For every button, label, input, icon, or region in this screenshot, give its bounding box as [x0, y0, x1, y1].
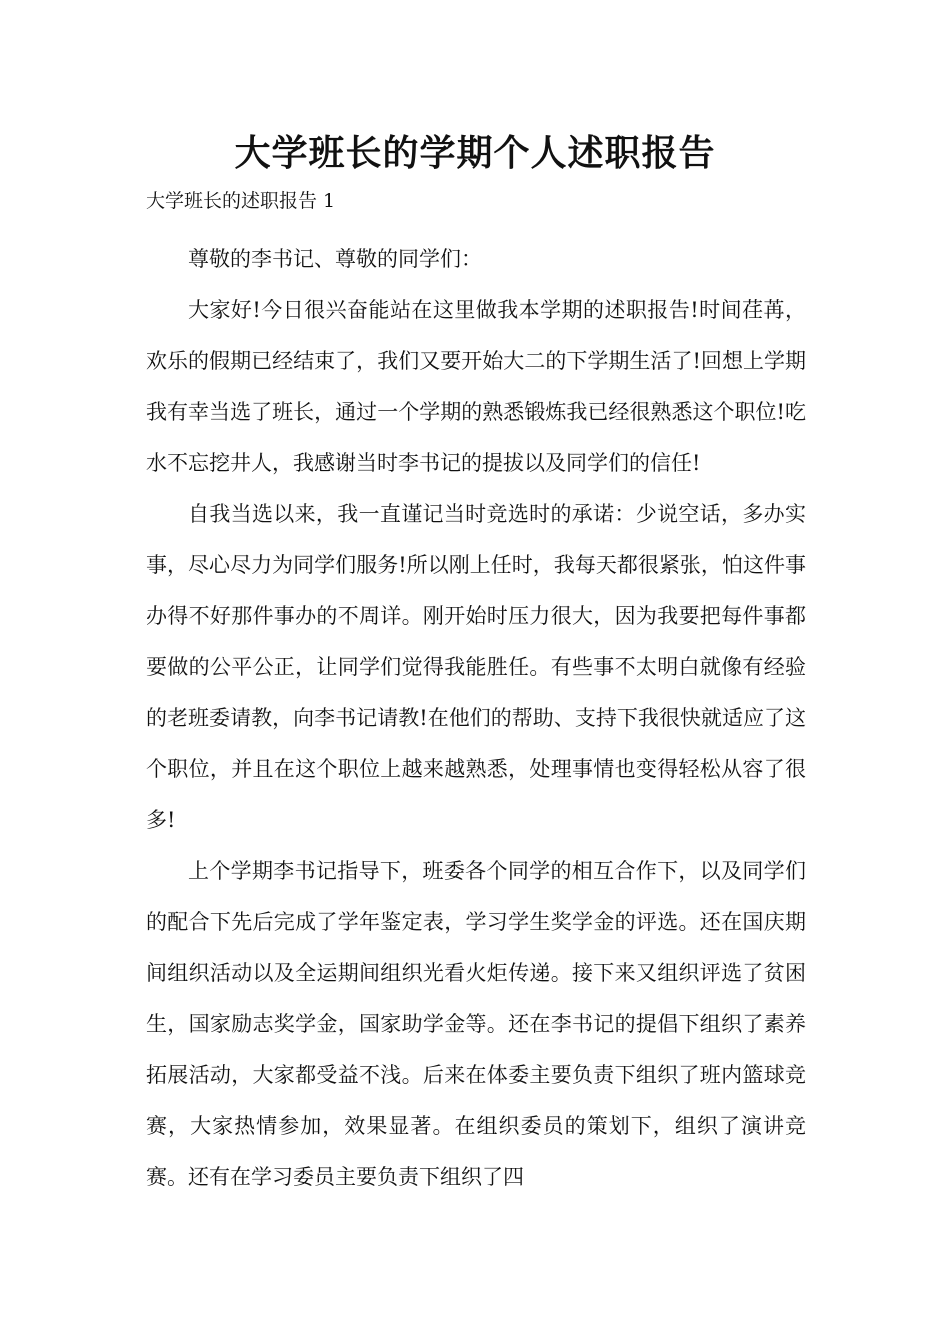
paragraph: 大家好!今日很兴奋能站在这里做我本学期的述职报告!时间荏苒，欢乐的假期已经结束了，我们又要开始大二的下学期生活了!回想上学期我有幸当选了班长，通过一个学期的熟悉锻炼我已经很熟悉这个职位!吃水不忘挖井人，我感谢当时李书记的提拔以及同学们的信任!: [146, 298, 806, 475]
paragraph-salutation: 尊敬的李书记、尊敬的同学们：: [188, 247, 482, 271]
document-body: [146, 234, 806, 1203]
document-title: 大学班长的学期个人述职报告: [234, 132, 716, 174]
document-subtitle: 大学班长的述职报告 1: [146, 190, 336, 212]
paragraph: 自我当选以来，我一直谨记当时竞选时的承诺：少说空话，多办实事，尽心尽力为同学们服务!所以刚上任时，我每天都很紧张，怕这件事办得不好那件事办的不周详。刚开始时压力很大，因为我要把每件事都要做的公平公正，让同学们觉得我能胜任。有些事不太明白就像有经验的老班委请教，向李书记请教!在他们的帮助、支持下我很快就适应了这个职位，并且在这个职位上越来越熟悉，处理事情也变得轻松从容了很多!: [146, 502, 806, 832]
paragraph: 上个学期李书记指导下，班委各个同学的相互合作下，以及同学们的配合下先后完成了学年鉴定表，学习学生奖学金的评选。还在国庆期间组织活动以及全运期间组织光看火炬传递。接下来又组织评选了贫困生，国家励志奖学金，国家助学金等。还在李书记的提倡下组织了素养拓展活动，大家都受益不浅。后来在体委主要负责下组织了班内篮球竞赛，大家热情参加，效果显著。在组织委员的策划下，组织了演讲竞赛。还有在学习委员主要负责下组织了四: [146, 859, 806, 1189]
